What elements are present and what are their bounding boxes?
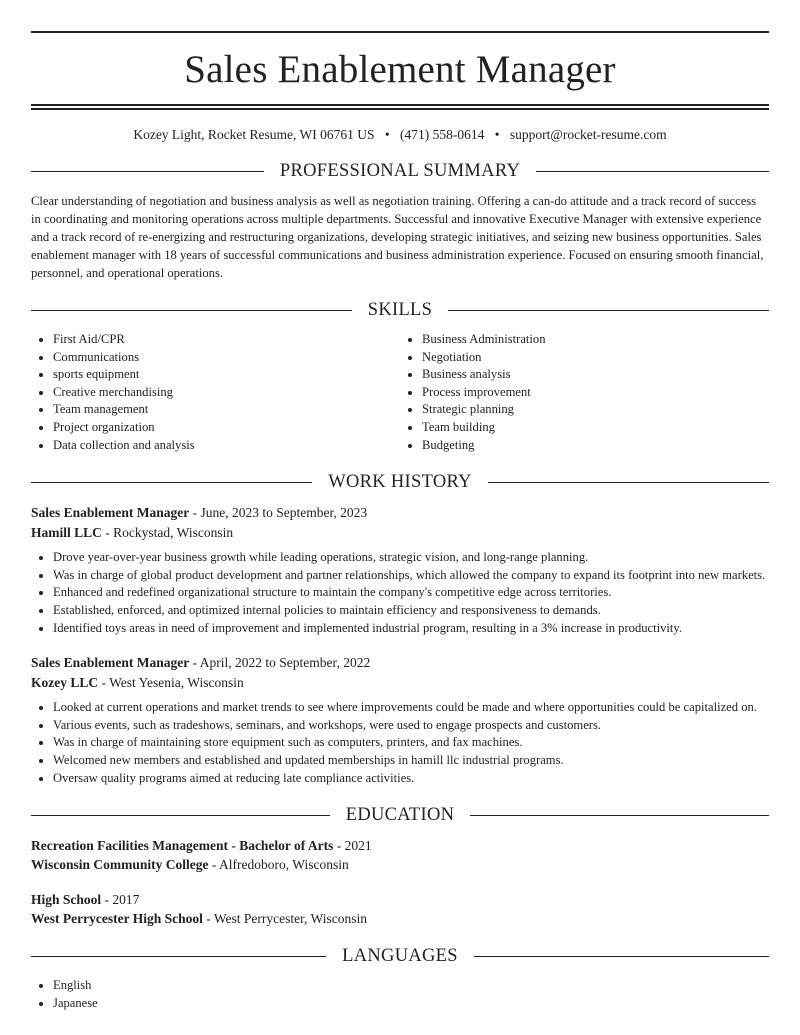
skill-item: • Team building bbox=[422, 419, 769, 437]
skills-list bbox=[31, 331, 769, 454]
job-bullets bbox=[31, 699, 769, 787]
heading-rule bbox=[31, 815, 330, 816]
education-school: West Perrycester High School bbox=[31, 911, 203, 927]
job-bullets bbox=[31, 549, 769, 637]
section-heading-languages bbox=[31, 946, 769, 967]
job-bullet: • Identified toys areas in need of improvement and implemented industrial program, resulting in a 3% increase in productivity. bbox=[53, 620, 769, 638]
heading-rule bbox=[488, 482, 769, 483]
job-dates: - April, 2022 to September, 2022 bbox=[189, 655, 371, 671]
job-bullet: • Was in charge of global product development and partner relationships, which allowed the company to expand its footprint into new markets. bbox=[53, 567, 769, 585]
job-entry bbox=[31, 653, 769, 787]
education-entry bbox=[31, 890, 769, 928]
title-double-rule bbox=[31, 104, 769, 110]
skill-item: • Business analysis bbox=[422, 366, 769, 384]
job-role: Sales Enablement Manager bbox=[31, 655, 190, 671]
education-school: Wisconsin Community College bbox=[31, 857, 209, 873]
job-role-line bbox=[31, 503, 769, 523]
contact-separator: • bbox=[384, 127, 390, 142]
education-year: - 2021 bbox=[333, 838, 372, 854]
job-dates: - June, 2023 to September, 2023 bbox=[189, 505, 368, 521]
languages-list bbox=[31, 977, 769, 1012]
job-location: - Rockystad, Wisconsin bbox=[101, 525, 234, 541]
section-heading-work bbox=[31, 472, 769, 493]
job-company: Kozey LLC bbox=[31, 675, 99, 691]
skill-item: • Strategic planning bbox=[422, 401, 769, 419]
skill-item: • Data collection and analysis bbox=[53, 437, 400, 455]
section-title: SKILLS bbox=[367, 300, 433, 320]
contact-email: support@rocket-resume.com bbox=[509, 127, 667, 142]
skill-item: • Process improvement bbox=[422, 384, 769, 402]
job-company-line bbox=[31, 523, 769, 543]
section-title: EDUCATION bbox=[345, 805, 455, 826]
job-location: - West Yesenia, Wisconsin bbox=[98, 675, 244, 691]
job-bullet: • Was in charge of maintaining store equipment such as computers, printers, and fax machines. bbox=[53, 734, 769, 752]
education-location: - West Perrycester, Wisconsin bbox=[202, 911, 368, 927]
heading-rule bbox=[470, 815, 769, 816]
skills-column-right bbox=[400, 331, 769, 454]
heading-rule bbox=[536, 171, 769, 172]
job-entry bbox=[31, 503, 769, 637]
resume-title: Sales Enablement Manager bbox=[184, 48, 616, 91]
heading-rule bbox=[31, 956, 326, 957]
top-rule bbox=[31, 31, 769, 33]
education-year: - 2017 bbox=[101, 892, 140, 908]
skill-item: • Team management bbox=[53, 401, 400, 419]
job-company: Hamill LLC bbox=[31, 525, 102, 541]
education-degree: High School bbox=[31, 892, 102, 908]
education-location: - Alfredoboro, Wisconsin bbox=[208, 857, 349, 873]
skill-item: • First Aid/CPR bbox=[53, 331, 400, 349]
education-school-line bbox=[31, 855, 769, 874]
heading-rule bbox=[448, 310, 769, 311]
job-bullet: • Established, enforced, and optimized internal policies to maintain efficiency and responsiveness to demands. bbox=[53, 602, 769, 620]
job-bullet: • Drove year-over-year business growth while leading operations, strategic vision, and long-range planning. bbox=[53, 549, 769, 567]
language-item: • Japanese bbox=[53, 995, 769, 1013]
education-degree-line bbox=[31, 836, 769, 855]
job-role-line bbox=[31, 653, 769, 673]
job-company-line bbox=[31, 673, 769, 693]
education-degree-line bbox=[31, 890, 769, 909]
skill-item: • sports equipment bbox=[53, 366, 400, 384]
heading-rule bbox=[31, 171, 264, 172]
section-title: LANGUAGES bbox=[342, 946, 458, 967]
heading-rule bbox=[31, 482, 312, 483]
skill-item: • Creative merchandising bbox=[53, 384, 400, 402]
section-heading-summary bbox=[31, 161, 769, 182]
language-item: • English bbox=[53, 977, 769, 995]
resume-page bbox=[31, 0, 769, 1012]
education-degree: Recreation Facilities Management - Bachelor of Arts bbox=[31, 838, 334, 854]
skill-item: • Negotiation bbox=[422, 349, 769, 367]
summary-text: Clear understanding of negotiation and business analysis as well as negotiation training. Offering a can-do attitude and a track record of success in coordinating and monitoring operations across multiple departments. Successful and innovative Executive Manager with extensive experience and a track record of re-energizing and restructuring organizations, developing strategic initiatives, and seizing new business opportunities. Sales enablement manager with 18 years of successful communications and business administration experience. Focused on ensuring smooth financial, personnel, and operational operations. bbox=[31, 194, 764, 280]
contact-line bbox=[31, 127, 769, 143]
job-bullet: • Enhanced and redefined organizational structure to maintain the company's competitive edge across territories. bbox=[53, 584, 769, 602]
section-title: PROFESSIONAL SUMMARY bbox=[279, 161, 521, 181]
job-bullet: • Various events, such as tradeshows, seminars, and workshops, were used to engage prospects and customers. bbox=[53, 717, 769, 735]
section-title: WORK HISTORY bbox=[328, 472, 472, 493]
contact-phone: (471) 558-0614 bbox=[400, 127, 485, 142]
heading-rule bbox=[474, 956, 769, 957]
job-bullet: • Welcomed new members and established and updated memberships in hamill llc industrial programs. bbox=[53, 752, 769, 770]
job-role: Sales Enablement Manager bbox=[31, 505, 190, 521]
section-heading-skills bbox=[31, 300, 769, 321]
skill-item: • Project organization bbox=[53, 419, 400, 437]
section-heading-education bbox=[31, 805, 769, 826]
heading-rule bbox=[31, 310, 352, 311]
job-bullet: • Oversaw quality programs aimed at reducing late compliance activities. bbox=[53, 770, 769, 788]
contact-separator: • bbox=[494, 127, 500, 142]
education-school-line bbox=[31, 909, 769, 928]
job-bullet: • Looked at current operations and market trends to see where improvements could be made and where opportunities could be capitalized on. bbox=[53, 699, 769, 717]
skill-item: • Business Administration bbox=[422, 331, 769, 349]
education-entry bbox=[31, 836, 769, 874]
skills-column-left bbox=[31, 331, 400, 454]
skill-item: • Budgeting bbox=[422, 437, 769, 455]
skill-item: • Communications bbox=[53, 349, 400, 367]
contact-address: Kozey Light, Rocket Resume, WI 06761 US bbox=[133, 127, 375, 142]
